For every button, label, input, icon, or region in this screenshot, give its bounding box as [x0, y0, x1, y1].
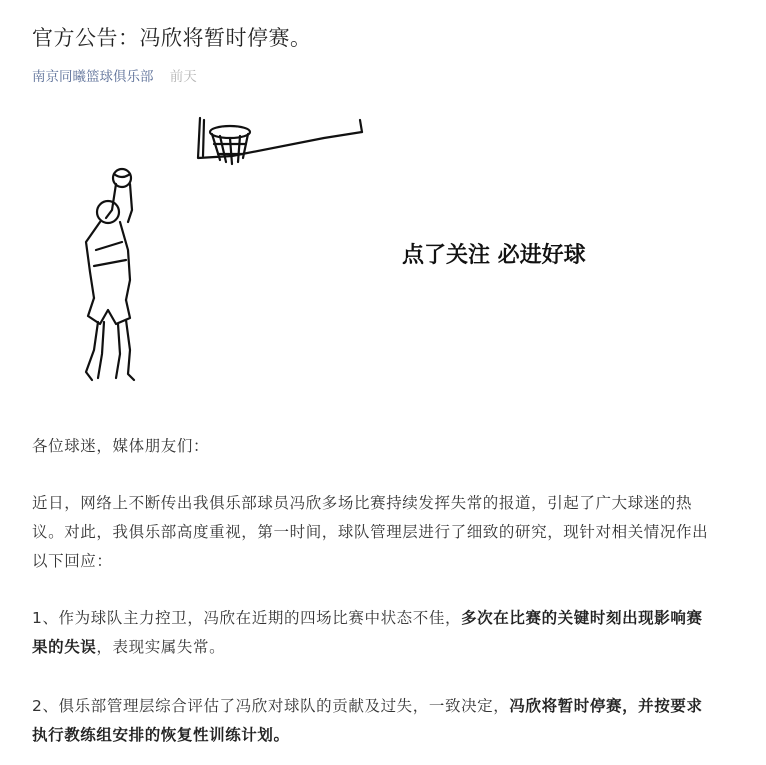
point-1-text: 1、作为球队主力控卫，冯欣在近期的四场比赛中状态不佳， [32, 609, 462, 627]
article-title: 官方公告：冯欣将暂时停赛。 [32, 26, 312, 50]
point-1-tail-text: ，表现实属失常。 [96, 638, 226, 656]
account-name-link[interactable]: 南京同曦篮球俱乐部 [32, 69, 154, 85]
point-2-text: 2、俱乐部管理层综合评估了冯欣对球队的贡献及过失，一致决定， [32, 697, 510, 715]
slogan-text: 点了关注 必进好球 [402, 243, 586, 268]
point-2-bold-text: 冯欣将暂时停赛，并按要求执行教练组安排的恢复性训练计划。 [32, 697, 703, 744]
article-meta [32, 65, 197, 85]
point-1-paragraph [32, 604, 712, 662]
point-1-bold-text: 多次在比赛的关键时刻出现影响赛果的失误 [32, 609, 703, 656]
point-2-paragraph [32, 692, 712, 750]
intro-paragraph: 近日，网络上不断传出我俱乐部球员冯欣多场比赛持续发挥失常的报道，引起了广大球迷的热议。对此，我俱乐部高度重视，第一时间，球队管理层进行了细致的研究，现针对相关情况作出以下回应： [32, 494, 709, 570]
basketball-player-sketch-icon [72, 110, 652, 400]
banner-image [72, 110, 652, 400]
greeting-paragraph: 各位球迷，媒体朋友们： [32, 437, 210, 455]
publish-time: 前天 [169, 69, 197, 85]
